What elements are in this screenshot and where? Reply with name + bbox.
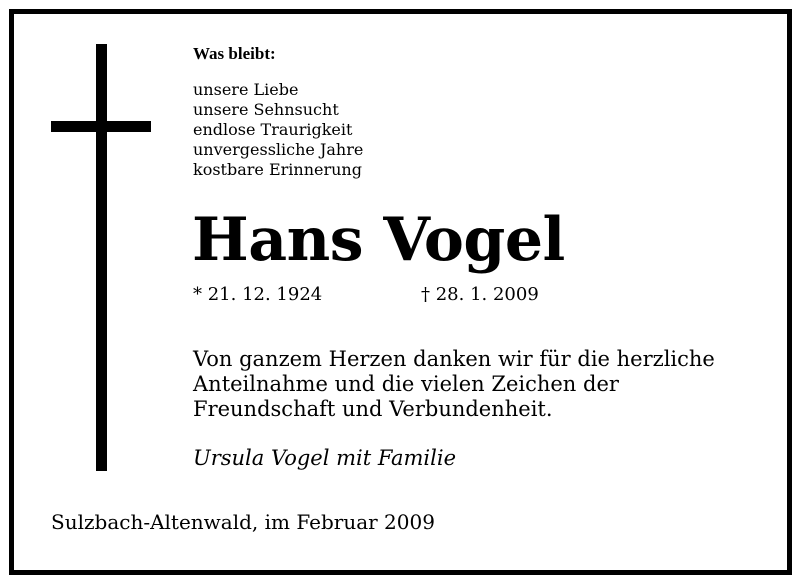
poem-line: unsere Liebe bbox=[193, 80, 299, 99]
thanks-text bbox=[193, 347, 773, 422]
poem-lines bbox=[193, 80, 363, 180]
poem-line: endlose Traurigkeit bbox=[193, 120, 353, 139]
notice-frame bbox=[9, 9, 792, 575]
place-date: Sulzbach-Altenwald, im Februar 2009 bbox=[51, 510, 435, 534]
cross-vertical-bar bbox=[96, 44, 107, 471]
thanks-line: Von ganzem Herzen danken wir für die herzliche bbox=[193, 347, 715, 371]
poem-line: unsere Sehnsucht bbox=[193, 100, 339, 119]
birth-date: * 21. 12. 1924 bbox=[193, 284, 323, 305]
deceased-name: Hans Vogel bbox=[192, 205, 565, 275]
poem-line: kostbare Erinnerung bbox=[193, 160, 362, 179]
cross-horizontal-bar bbox=[51, 121, 151, 132]
thanks-line: Anteilnahme und die vielen Zeichen der bbox=[193, 372, 619, 396]
poem-line: unvergessliche Jahre bbox=[193, 140, 364, 159]
thanks-line: Freundschaft und Verbundenheit. bbox=[193, 397, 553, 421]
signature: Ursula Vogel mit Familie bbox=[193, 446, 456, 470]
poem-heading: Was bleibt: bbox=[193, 44, 276, 63]
death-date: † 28. 1. 2009 bbox=[421, 284, 539, 305]
